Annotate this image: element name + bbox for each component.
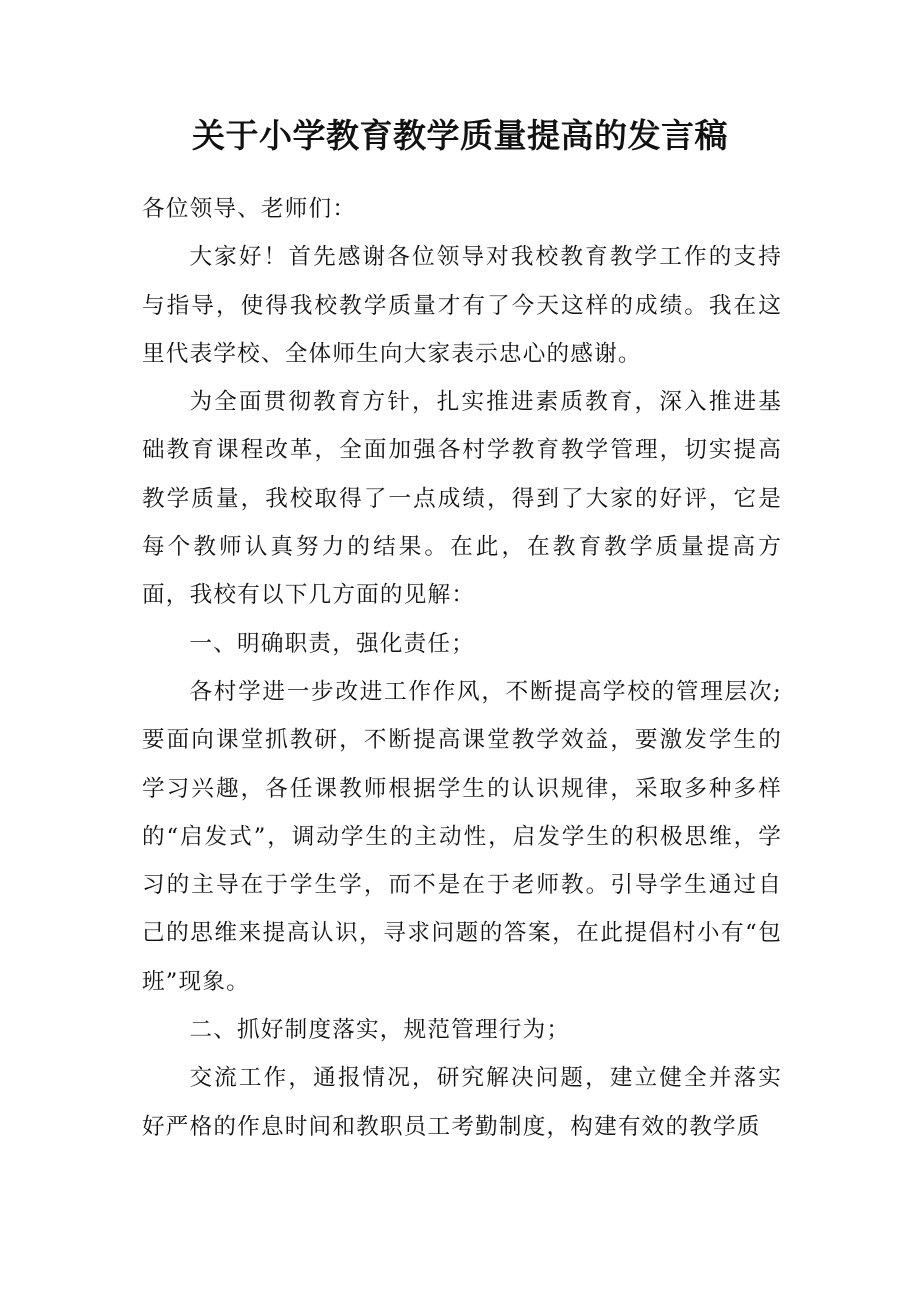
paragraph-section-1: 各村学进一步改进工作作风，不断提高学校的管理层次;要面向课堂抓教研，不断提高课堂教学效益，要激发学生的学习兴趣，各任课教师根据学生的认识规律，采取多种多样的“启发式”，调动学生的主动性，启发学生的积极思维，学习的主导在于学生学，而不是在于老师教。引导学生通过自己的思维来提高认识，寻求问题的答案，在此提倡村小有“包班”现象。 (142, 678, 782, 995)
salutation: 各位领导、老师们： (142, 196, 357, 222)
paragraph-section-2: 交流工作，通报情况，研究解决问题，建立健全并落实好严格的作息时间和教职员工考勤制度，构建有效的教学质 (142, 1065, 782, 1140)
section-heading-1: 一、明确职责，强化责任； (189, 630, 475, 657)
document-title: 关于小学教育教学质量提高的发言稿 (192, 116, 728, 155)
section-heading-2: 二、抓好制度落实，规范管理行为； (189, 1017, 571, 1044)
paragraph-intro: 为全面贯彻教育方针，扎实推进素质教育，深入推进基础教育课程改革，全面加强各村学教育教学管理，切实提高教学质量，我校取得了一点成绩，得到了大家的好评，它是每个教师认真努力的结果。在此，在教育教学质量提高方面，我校有以下几方面的见解： (142, 389, 782, 609)
paragraph-greeting: 大家好！首先感谢各位领导对我校教育教学工作的支持与指导，使得我校教学质量才有了今天这样的成绩。我在这里代表学校、全体师生向大家表示忠心的感谢。 (142, 244, 782, 367)
document-body (142, 185, 782, 1151)
